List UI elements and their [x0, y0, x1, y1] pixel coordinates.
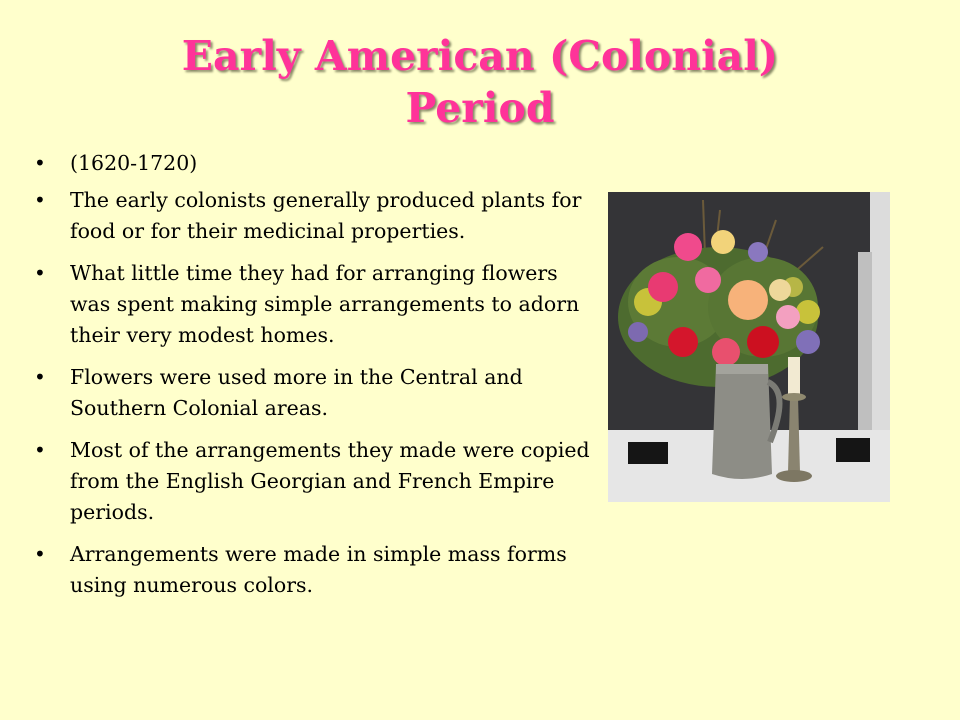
- bullet-text: (1620-1720): [70, 151, 198, 175]
- bullet-text: Arrangements were made in simple mass forms using numerous colors.: [70, 542, 567, 597]
- bullet-item: [32, 185, 592, 247]
- bullet-text: Most of the arrangements they made were copied from the English Georgian and French Empire periods.: [70, 438, 590, 524]
- bullet-item: [32, 539, 592, 601]
- flower-arrangement-illustration: [608, 192, 890, 502]
- bullet-icon: •: [34, 151, 46, 175]
- bullet-item: [32, 362, 592, 424]
- slide-title: [40, 30, 920, 134]
- flower-arrangement-photo: [608, 192, 890, 502]
- bullet-icon: •: [34, 365, 46, 389]
- bullet-icon: •: [34, 438, 46, 462]
- bullet-icon: •: [34, 188, 46, 212]
- bullet-item: [32, 148, 592, 179]
- bullet-text: The early colonists generally produced plants for food or for their medicinal properties.: [70, 188, 582, 243]
- bullet-item: [32, 435, 592, 528]
- bullet-text: Flowers were used more in the Central and Southern Colonial areas.: [70, 365, 523, 420]
- bullet-item: [32, 258, 592, 351]
- bullet-text: What little time they had for arranging flowers was spent making simple arrangements to adorn their very modest homes.: [70, 261, 580, 347]
- slide-title-line-2: Period: [405, 84, 555, 132]
- slide-title-line-1: Early American (Colonial): [181, 32, 779, 80]
- bullet-icon: •: [34, 542, 46, 566]
- bullet-list: [32, 148, 592, 612]
- bullet-icon: •: [34, 261, 46, 285]
